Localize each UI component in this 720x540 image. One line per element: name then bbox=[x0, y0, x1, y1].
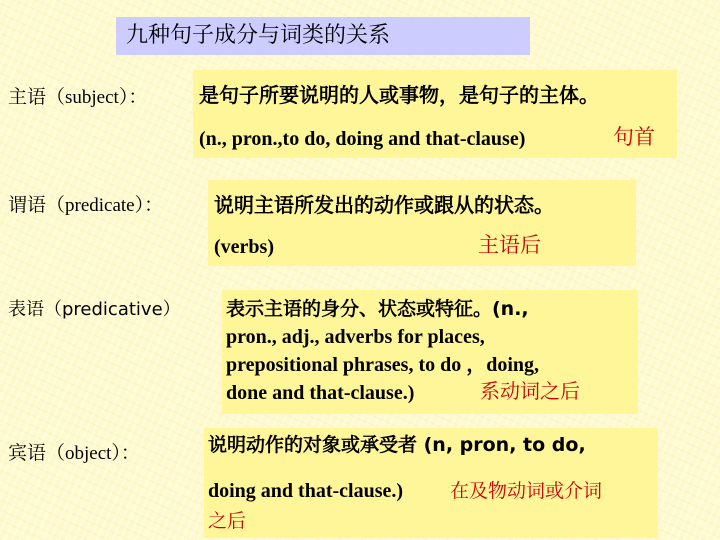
predicate-description: 说明主语所发出的动作或跟从的状态。 bbox=[214, 193, 554, 217]
predicate-box bbox=[208, 180, 636, 266]
predicative-line-1: 表示主语的身分、状态或特征。(n., bbox=[226, 298, 529, 320]
subject-detail: (n., pron.,to do, doing and that-clause) bbox=[199, 128, 526, 150]
predicate-position-note: 主语后 bbox=[478, 233, 541, 257]
slide-title: 九种句子成分与词类的关系 bbox=[126, 23, 391, 48]
object-line-2: doing and that-clause.) bbox=[208, 480, 404, 502]
predicative-position-note: 系动词之后 bbox=[480, 379, 580, 403]
subject-label: 主语（subject）： bbox=[8, 87, 148, 108]
subject-position-note: 句首 bbox=[613, 125, 655, 149]
object-position-note-a: 在及物动词或介词 bbox=[450, 480, 603, 502]
predicative-label: 表语（predicative） bbox=[8, 299, 181, 320]
object-position-note-b: 之后 bbox=[208, 510, 247, 532]
predicate-label: 谓语（predicate）： bbox=[8, 195, 164, 216]
predicative-box bbox=[222, 290, 638, 414]
predicative-line-4: done and that-clause.) bbox=[226, 382, 415, 404]
object-box bbox=[204, 428, 658, 538]
predicative-line-3: prepositional phrases, to do ，doing, bbox=[226, 354, 540, 376]
title-box bbox=[116, 17, 530, 55]
object-label: 宾语（object）： bbox=[8, 443, 140, 464]
object-line-1: 说明动作的对象或承受者 (n, pron, to do, bbox=[208, 434, 586, 456]
subject-description: 是句子所要说明的人或事物，是句子的主体。 bbox=[199, 83, 599, 107]
predicative-line-2: pron., adj., adverbs for places, bbox=[226, 326, 485, 348]
subject-box bbox=[193, 70, 677, 158]
predicate-detail: (verbs) bbox=[214, 236, 274, 258]
